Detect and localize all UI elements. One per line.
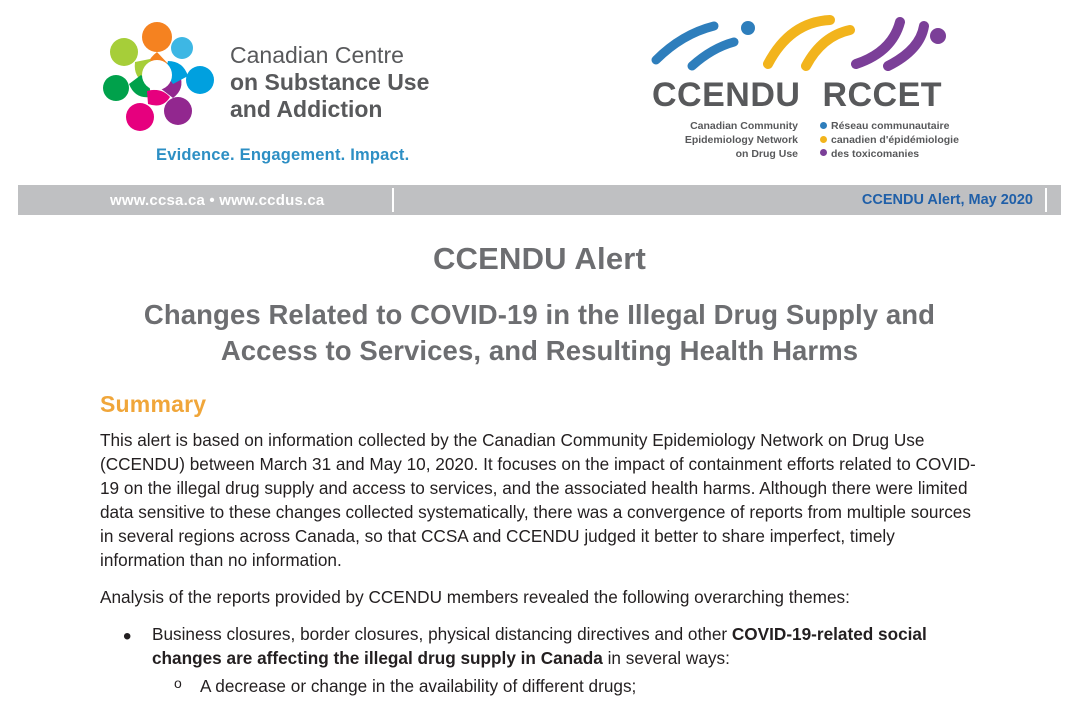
page-title: CCENDU Alert (432, 241, 647, 276)
website-urls[interactable]: www.ccsa.ca • www.ccdus.ca (110, 191, 325, 209)
ccendu-logo (648, 14, 978, 174)
ccendu-subtitle-fr-text3: des toxicomanies (831, 147, 920, 160)
alert-date-label: CCENDU Alert, May 2020 (861, 192, 1033, 208)
themes-sublist (152, 674, 979, 698)
bullet-dot-purple-icon (820, 149, 827, 156)
ccsa-tagline: Evidence. Engagement. Impact. (156, 146, 410, 164)
ccsa-wordmark-line2: on Substance Use (230, 69, 430, 96)
ccsa-wordmark-line1: Canadian Centre (230, 42, 404, 68)
list-item: o A decrease or change in the availability of different drugs; (200, 674, 979, 698)
ccendu-acronym-en: CCENDU (652, 76, 801, 114)
ccsa-wordmark (230, 42, 520, 123)
ccendu-subtitle-en-line2: Epidemiology Network (684, 133, 798, 146)
ccsa-wordmark-line3: and Addiction (230, 96, 383, 123)
ccendu-swoosh-icon (648, 14, 978, 72)
ccendu-subtitle-fr-text1: Réseau communautaire (831, 120, 950, 132)
bullet-dot-blue-icon (820, 122, 827, 129)
ccendu-subtitle-fr (820, 120, 990, 162)
ccsa-logo (100, 18, 520, 168)
summary-paragraph-2: Analysis of the reports provided by CCENDU members revealed the following overarching themes: (100, 586, 850, 607)
bullet-text-part1: Business closures, border closures, physical distancing directives and other (152, 624, 732, 645)
ccendu-acronym-fr: RCCET (822, 76, 943, 114)
bullet-text-bold: COVID-19-related social changes are affecting the illegal drug supply in Canada (152, 624, 927, 669)
document-header (0, 0, 1079, 185)
ccendu-subtitle-fr-line3 (820, 148, 990, 162)
summary-heading: Summary (100, 390, 207, 417)
header-url-bar (18, 185, 1061, 215)
ccendu-subtitle-fr-text2: canadien d'épidémiologie (831, 133, 959, 146)
ccsa-pinwheel-icon (100, 18, 215, 133)
ccendu-acronyms (652, 76, 978, 115)
ccendu-subtitle-fr-line2 (820, 134, 990, 148)
page-subtitle (100, 297, 979, 369)
themes-list (100, 622, 979, 698)
ccendu-subtitle-fr-line1 (820, 120, 990, 134)
page-subtitle-line1: Changes Related to COVID-19 in the Illegal Drug Supply and (143, 299, 936, 330)
ccendu-subtitle-en-line3: on Drug Use (735, 147, 798, 160)
summary-paragraph-1: This alert is based on information collected by the Canadian Community Epidemiology Network on Drug Use (CCENDU) between March 31 and May 10, 2020. It focuses on the impact of containment efforts related to COVID-19 on the illegal drug supply and access to services, and the associated health harms. Although there were limited data sensitive to these changes collected systematically, there was a convergence of reports from multiple sources in several regions across Canada, so that CCSA and CCENDU judged it better to share imperfect, timely information than no information. (100, 429, 976, 570)
bar-divider (392, 188, 394, 212)
page-subtitle-line2: Access to Services, and Resulting Health Harms (220, 334, 859, 366)
bar-divider-right (1045, 188, 1047, 212)
list-item (152, 622, 979, 698)
document-body (0, 241, 1079, 698)
bullet-text-part2: in several ways: (602, 648, 730, 669)
ccendu-subtitle-en (648, 120, 798, 162)
bullet-dot-yellow-icon (820, 136, 827, 143)
ccendu-subtitle-en-line1: Canadian Community (690, 120, 798, 132)
